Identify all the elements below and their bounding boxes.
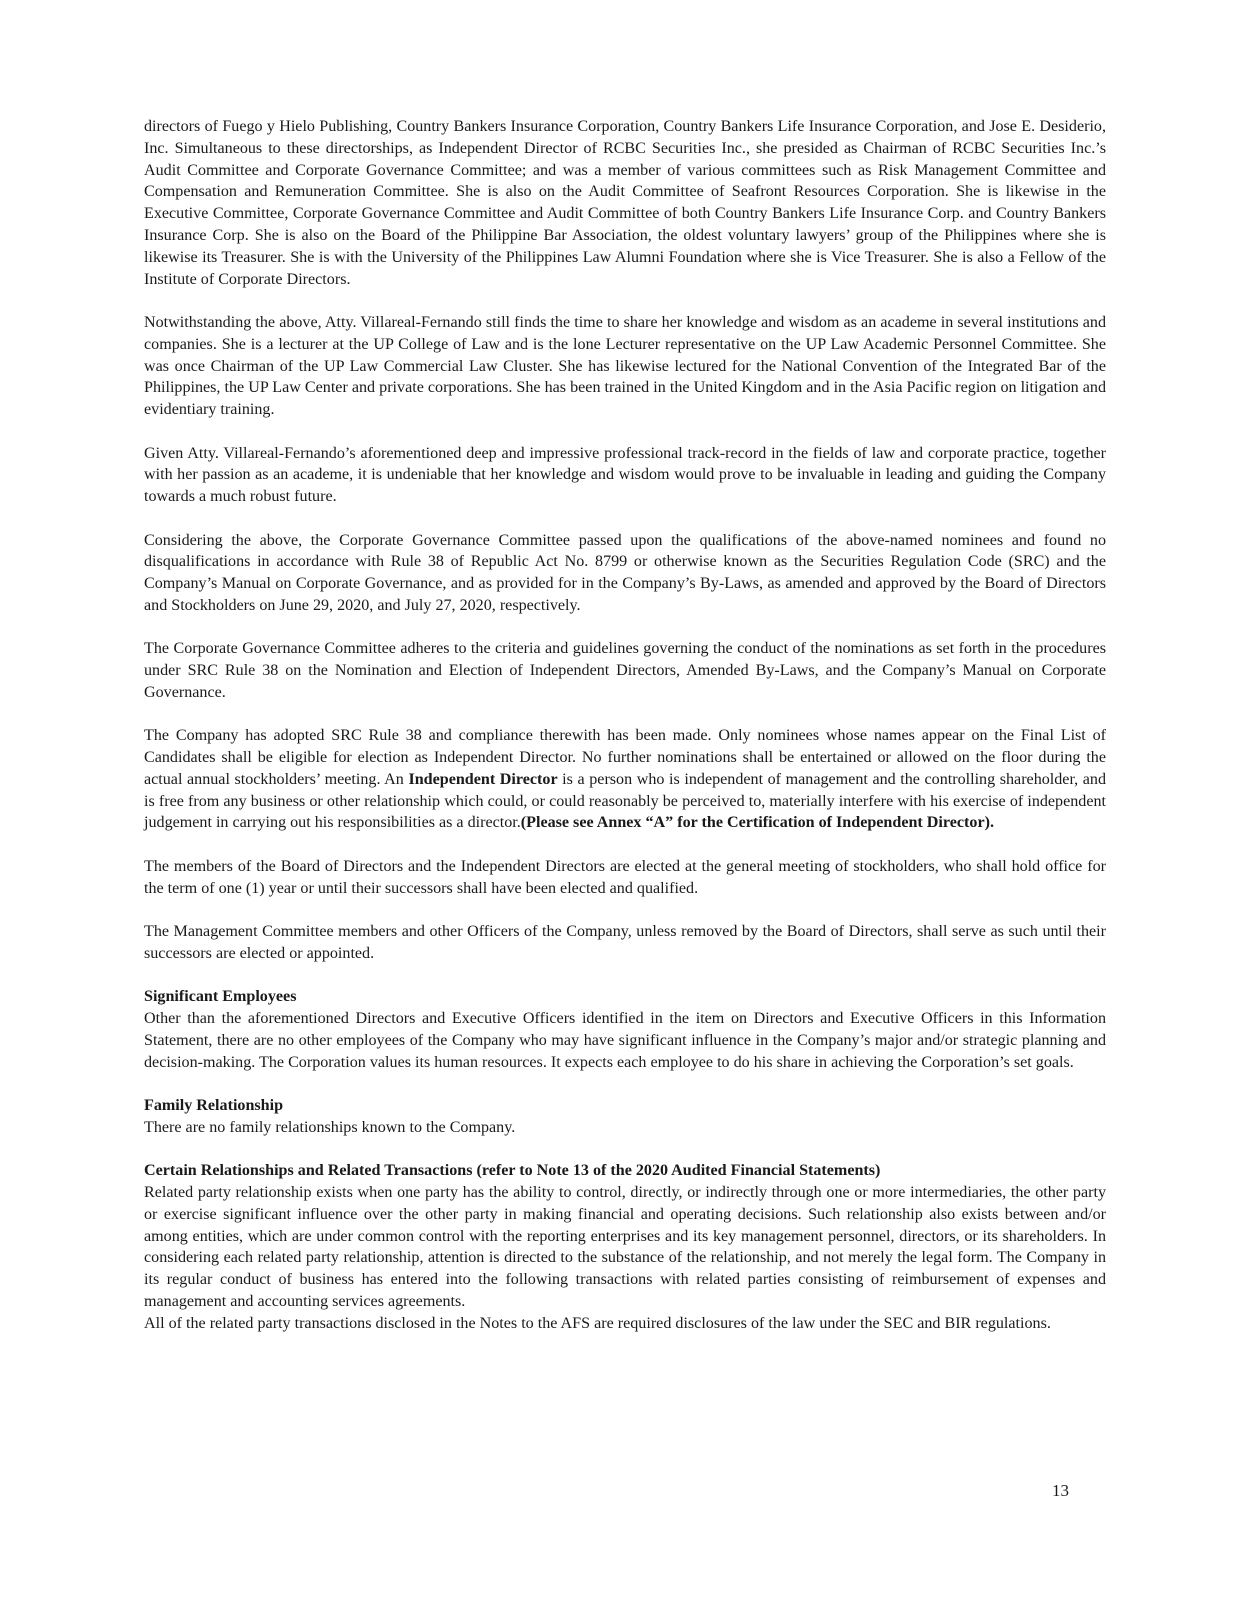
paragraph-academe: Notwithstanding the above, Atty. Villareal-Fernando still finds the time to share her knowledge and wisdom as an academe in several institutions and companies. She is a lecturer at the UP College of Law and is the lone Lecturer representative on the UP Law Academic Personnel Committee. She was once Chairman of the UP Law Commercial Law Cluster. She has likewise lectured for the National Convention of the Integrated Bar of the Philippines, the UP Law Center and private corporations. She has been trained in the United Kingdom and in the Asia Pacific region on litigation and evidentiary training. [144, 313, 1106, 419]
heading-significant-employees: Significant Employees [144, 988, 297, 1006]
paragraph-family-relationship: There are no family relationships known to the Company. [144, 1118, 516, 1136]
paragraph-src-rule-38 [144, 725, 1106, 834]
paragraph-related-disclosures: All of the related party transactions disclosed in the Notes to the AFS are required disclosures of the law under the SEC and BIR regulations. [144, 1314, 1051, 1332]
page-number: 13 [1052, 1481, 1069, 1500]
paragraph-src-rule-38-text-b: is a person who is independent of management and the controlling shareholder, and is free from any business or other relationship which could, or could reasonably be perceived to, materially interfere with his exercise of independent judgement in carrying out his responsibilities as a director. [144, 770, 1107, 832]
paragraph-track-record: Given Atty. Villareal-Fernando’s aforementioned deep and impressive professional track-record in the fields of law and corporate practice, together with her passion as an academe, it is undeniable that her knowledge and wisdom would prove to be invaluable in leading and guiding the Company towards a much robust future. [144, 444, 1106, 506]
paragraph-nomination-criteria: The Corporate Governance Committee adheres to the criteria and guidelines governing the conduct of the nominations as set forth in the procedures under SRC Rule 38 on the Nomination and Election of Independent Directors, Amended By-Laws, and the Company’s Manual on Corporate Governance. [144, 640, 1106, 701]
paragraph-board-election: The members of the Board of Directors and the Independent Directors are elected at the general meeting of stockholders, who shall hold office for the term of one (1) year or until their successors shall have been elected and qualified. [144, 857, 1106, 897]
paragraph-significant-employees: Other than the aforementioned Directors and Executive Officers identified in the item on Directors and Executive Officers in this Information Statement, there are no other employees of the Company who may have significant influence in the Company’s major and/or strategic planning and decision-making. The Corporation values its human resources. It expects each employee to do his share in achieving the Corporation’s set goals. [144, 1010, 1106, 1071]
heading-related-transactions: Certain Relationships and Related Transactions (refer to Note 13 of the 2020 Audited Financial Statements) [144, 1162, 881, 1180]
document-page [144, 116, 1106, 1335]
paragraph-src-rule-38-text-a: The Company has adopted SRC Rule 38 and compliance therewith has been made. Only nominees whose names appear on the Final List of Candidates shall be eligible for election as Independent Director. No further nominations shall be entertained or allowed on the floor during the actual annual stockholders’ meeting. An [144, 727, 1106, 788]
heading-family-relationship: Family Relationship [144, 1097, 284, 1115]
independent-director-term: Independent Director [408, 770, 558, 788]
paragraph-related-transactions: Related party relationship exists when one party has the ability to control, directly, or indirectly through one or more intermediaries, the other party or exercise significant influence over the other party in making financial and operating decisions. Such relationship also exists between and/or among entities, which are under common control with the reporting enterprises and its key management personnel, directors, or its shareholders. In considering each related party relationship, attention is directed to the substance of the relationship, and not merely the legal form. The Company in its regular conduct of business has entered into the following transactions with related parties consisting of reimbursement of expenses and management and accounting services agreements. [144, 1184, 1106, 1310]
paragraph-management-committee: The Management Committee members and other Officers of the Company, unless removed by the Board of Directors, shall serve as such until their successors are elected or appointed. [144, 923, 1106, 962]
paragraph-directorships: directors of Fuego y Hielo Publishing, Country Bankers Insurance Corporation, Country Bankers Life Insurance Corporation, and Jose E. Desiderio, Inc. Simultaneous to these directorships, as Independent Director of RCBC Securities Inc., she presided as Chairman of RCBC Securities Inc.’s Audit Committee and Corporate Governance Committee; and was a member of various committees such as Risk Management Committee and Compensation and Remuneration Committee. She is also on the Audit Committee of Seafront Resources Corporation. She is likewise in the Executive Committee, Corporate Governance Committee and Audit Committee of both Country Bankers Life Insurance Corp. and Country Bankers Insurance Corp. She is also on the Board of the Philippine Bar Association, the oldest voluntary lawyers’ group of the Philippines where she is likewise its Treasurer. She is with the University of the Philippines Law Alumni Foundation where she is Vice Treasurer. She is also a Fellow of the Institute of Corporate Directors. [144, 118, 1106, 288]
paragraph-qualifications: Considering the above, the Corporate Governance Committee passed upon the qualifications of the above-named nominees and found no disqualifications in accordance with Rule 38 of Republic Act No. 8799 or otherwise known as the Securities Regulation Code (SRC) and the Company’s Manual on Corporate Governance, and as provided for in the Company’s By-Laws, as amended and approved by the Board of Directors and Stockholders on June 29, 2020, and July 27, 2020, respectively. [144, 531, 1106, 614]
annex-reference: (Please see Annex “A” for the Certification of Independent Director). [520, 814, 994, 832]
